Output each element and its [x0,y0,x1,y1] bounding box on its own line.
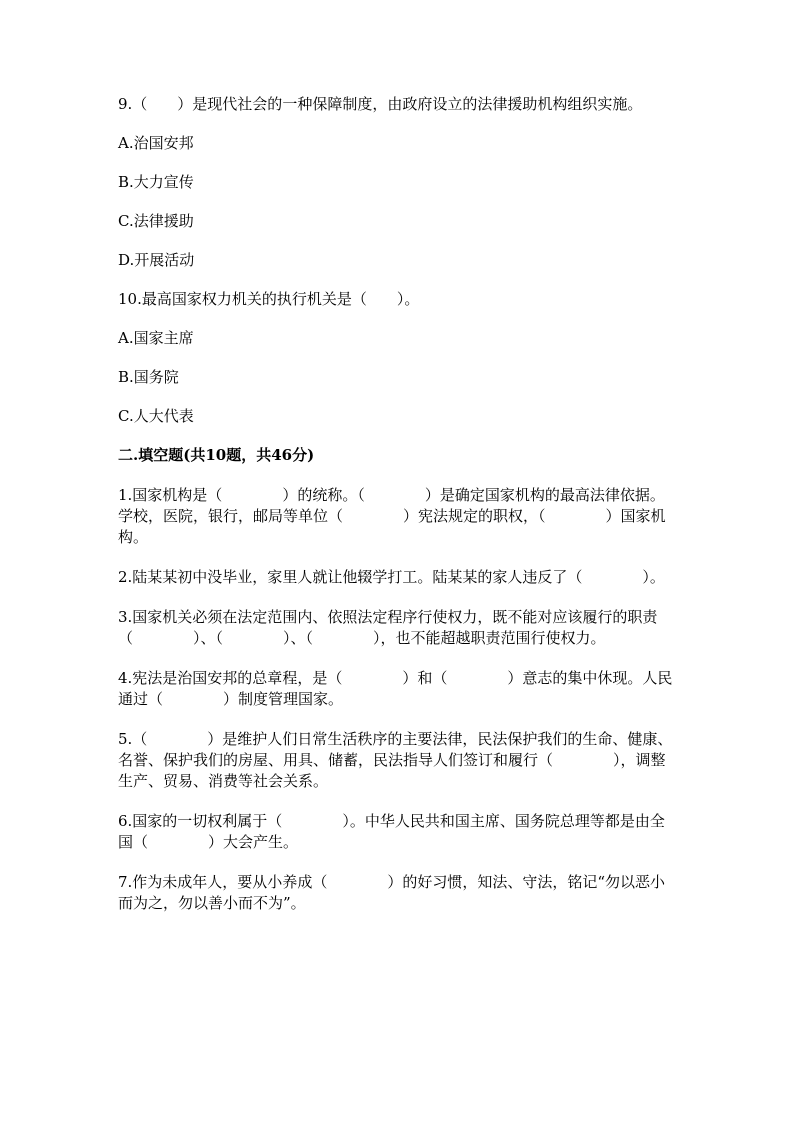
fill-question-6: 6.国家的一切权利属于（ ）。中华人民共和国主席、国务院总理等都是由全国（ ）大会产生。 [118,812,665,851]
option-c: C.人大代表 [118,407,194,425]
section-heading: 二.填空题(共10题，共46分) [118,446,315,464]
question-10 [118,289,678,427]
question-text: 10.最高国家权力机关的执行机关是（ ）。 [118,290,420,308]
exam-page [118,94,678,914]
fill-question-1: 1.国家机构是（ ）的统称。（ ）是确定国家机构的最高法律依据。学校，医院，银行，邮局等单位（ ）宪法规定的职权，（ ）国家机构。 [118,486,666,546]
option-c: C.法律援助 [118,212,194,230]
question-9 [118,94,678,271]
option-b: B.大力宣传 [118,173,194,191]
option-b: B.国务院 [118,368,179,386]
fill-question-3: 3.国家机关必须在法定范围内、依照法定程序行使权力，既不能对应该履行的职责（ ）、（ ）、（ ），也不能超越职责范围行使权力。 [118,608,658,647]
fill-question-4: 4.宪法是治国安邦的总章程，是（ ）和（ ）意志的集中休现。人民通过（ ）制度管理国家。 [118,669,673,708]
option-a: A.国家主席 [118,329,194,347]
option-a: A.治国安邦 [118,134,194,152]
fill-question-7: 7.作为未成年人，要从小养成（ ）的好习惯，知法、守法，铭记“勿以恶小而为之，勿以善小而不为”。 [118,873,665,912]
fill-question-2: 2.陆某某初中没毕业，家里人就让他辍学打工。陆某某的家人违反了（ ）。 [118,568,665,586]
fill-question-5: 5.（ ）是维护人们日常生活秩序的主要法律，民法保护我们的生命、健康、名誉、保护我们的房屋、用具、储蓄，民法指导人们签订和履行（ ），调整生产、贸易、消费等社会关系。 [118,730,673,790]
question-text: 9.（ ）是现代社会的一种保障制度，由政府设立的法律援助机构组织实施。 [118,95,643,113]
option-d: D.开展活动 [118,251,195,269]
